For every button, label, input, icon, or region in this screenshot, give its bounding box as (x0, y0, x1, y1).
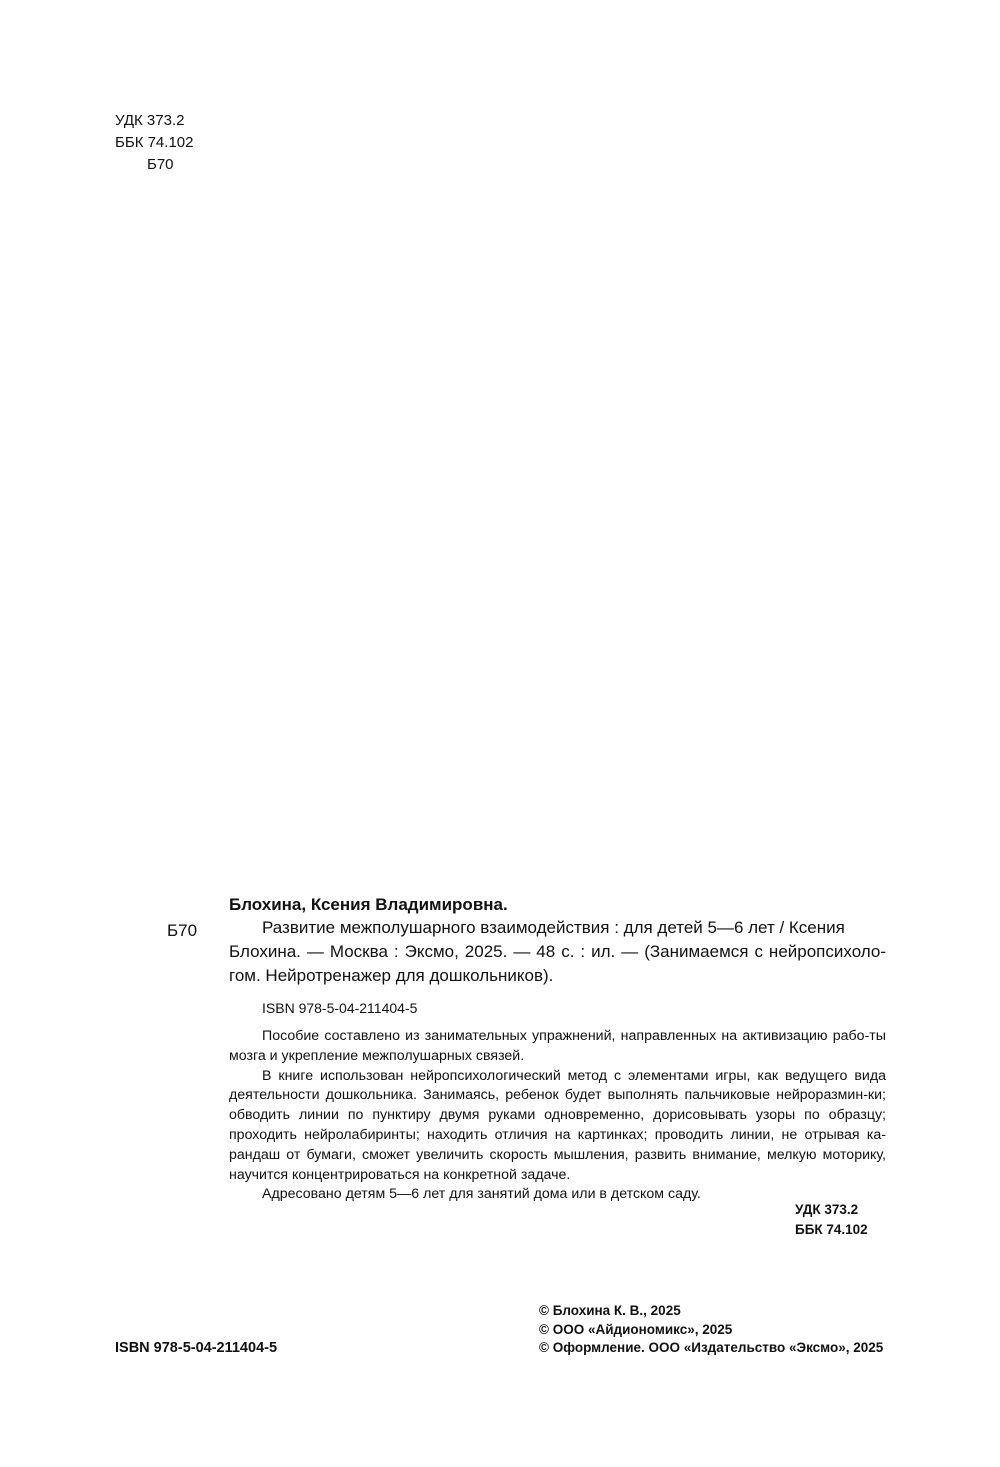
copyright-line: © Блохина К. В., 2025 (539, 1303, 681, 1318)
classification-codes (795, 1200, 868, 1240)
catalog-description-line1: Развитие межполушарного взаимодействия : для детей 5—6 лет / Ксения (262, 918, 845, 937)
isbn-bottom: ISBN 978-5-04-211404-5 (115, 1340, 278, 1356)
bbk-code: ББК 74.102 (115, 134, 194, 151)
udk-code: УДК 373.2 (115, 112, 185, 129)
abstract-paragraph: Адресовано детям 5—6 лет для занятий дома или в детском саду. (262, 1186, 701, 1203)
catalog-description (229, 916, 886, 988)
abstract-paragraph: В книге использован нейропсихологический метод с элементами игры, как ведущего вида деятельности дошкольника. Занимаясь, ребенок будет выполнять пальчиковые нейроразмин-ки; обводить линии по пунктиру двумя руками одновременно, дорисовывать узоры по образцу; проходить нейролабиринты; находить отличия на картинках; проводить линии, не отрывая ка-рандаш от бумаги, сможет увеличить скорость мышления, развить внимание, мелкую моторику, научится концентрироваться на конкретной задаче. (229, 1067, 886, 1183)
udk-code: УДК 373.2 (795, 1202, 859, 1217)
catalog-description-rest: Блохина. — Москва : Эксмо, 2025. — 48 с. : ил. — (Занимаемся с нейропсихоло-гом. Нейротренажер для дошкольников). (229, 942, 886, 985)
copyright-block (539, 1302, 883, 1358)
copyright-line: © ООО «Айдиономикс», 2025 (539, 1321, 733, 1337)
copyright-line: © Оформление. ООО «Издательство «Эксмо», 2025 (539, 1340, 884, 1355)
bbk-code: ББК 74.102 (795, 1222, 868, 1237)
top-classification-codes (115, 110, 193, 176)
catalog-author-mark: Б70 (167, 921, 198, 940)
catalog-author: Блохина, Ксения Владимировна. (229, 895, 508, 914)
catalog-isbn: ISBN 978-5-04-211404-5 (262, 1000, 418, 1016)
author-mark: Б70 (147, 156, 174, 173)
abstract (229, 1027, 886, 1205)
abstract-paragraph: Пособие составлено из занимательных упражнений, направленных на активизацию рабо-ты мозга и укрепление межполушарных связей. (229, 1028, 886, 1064)
